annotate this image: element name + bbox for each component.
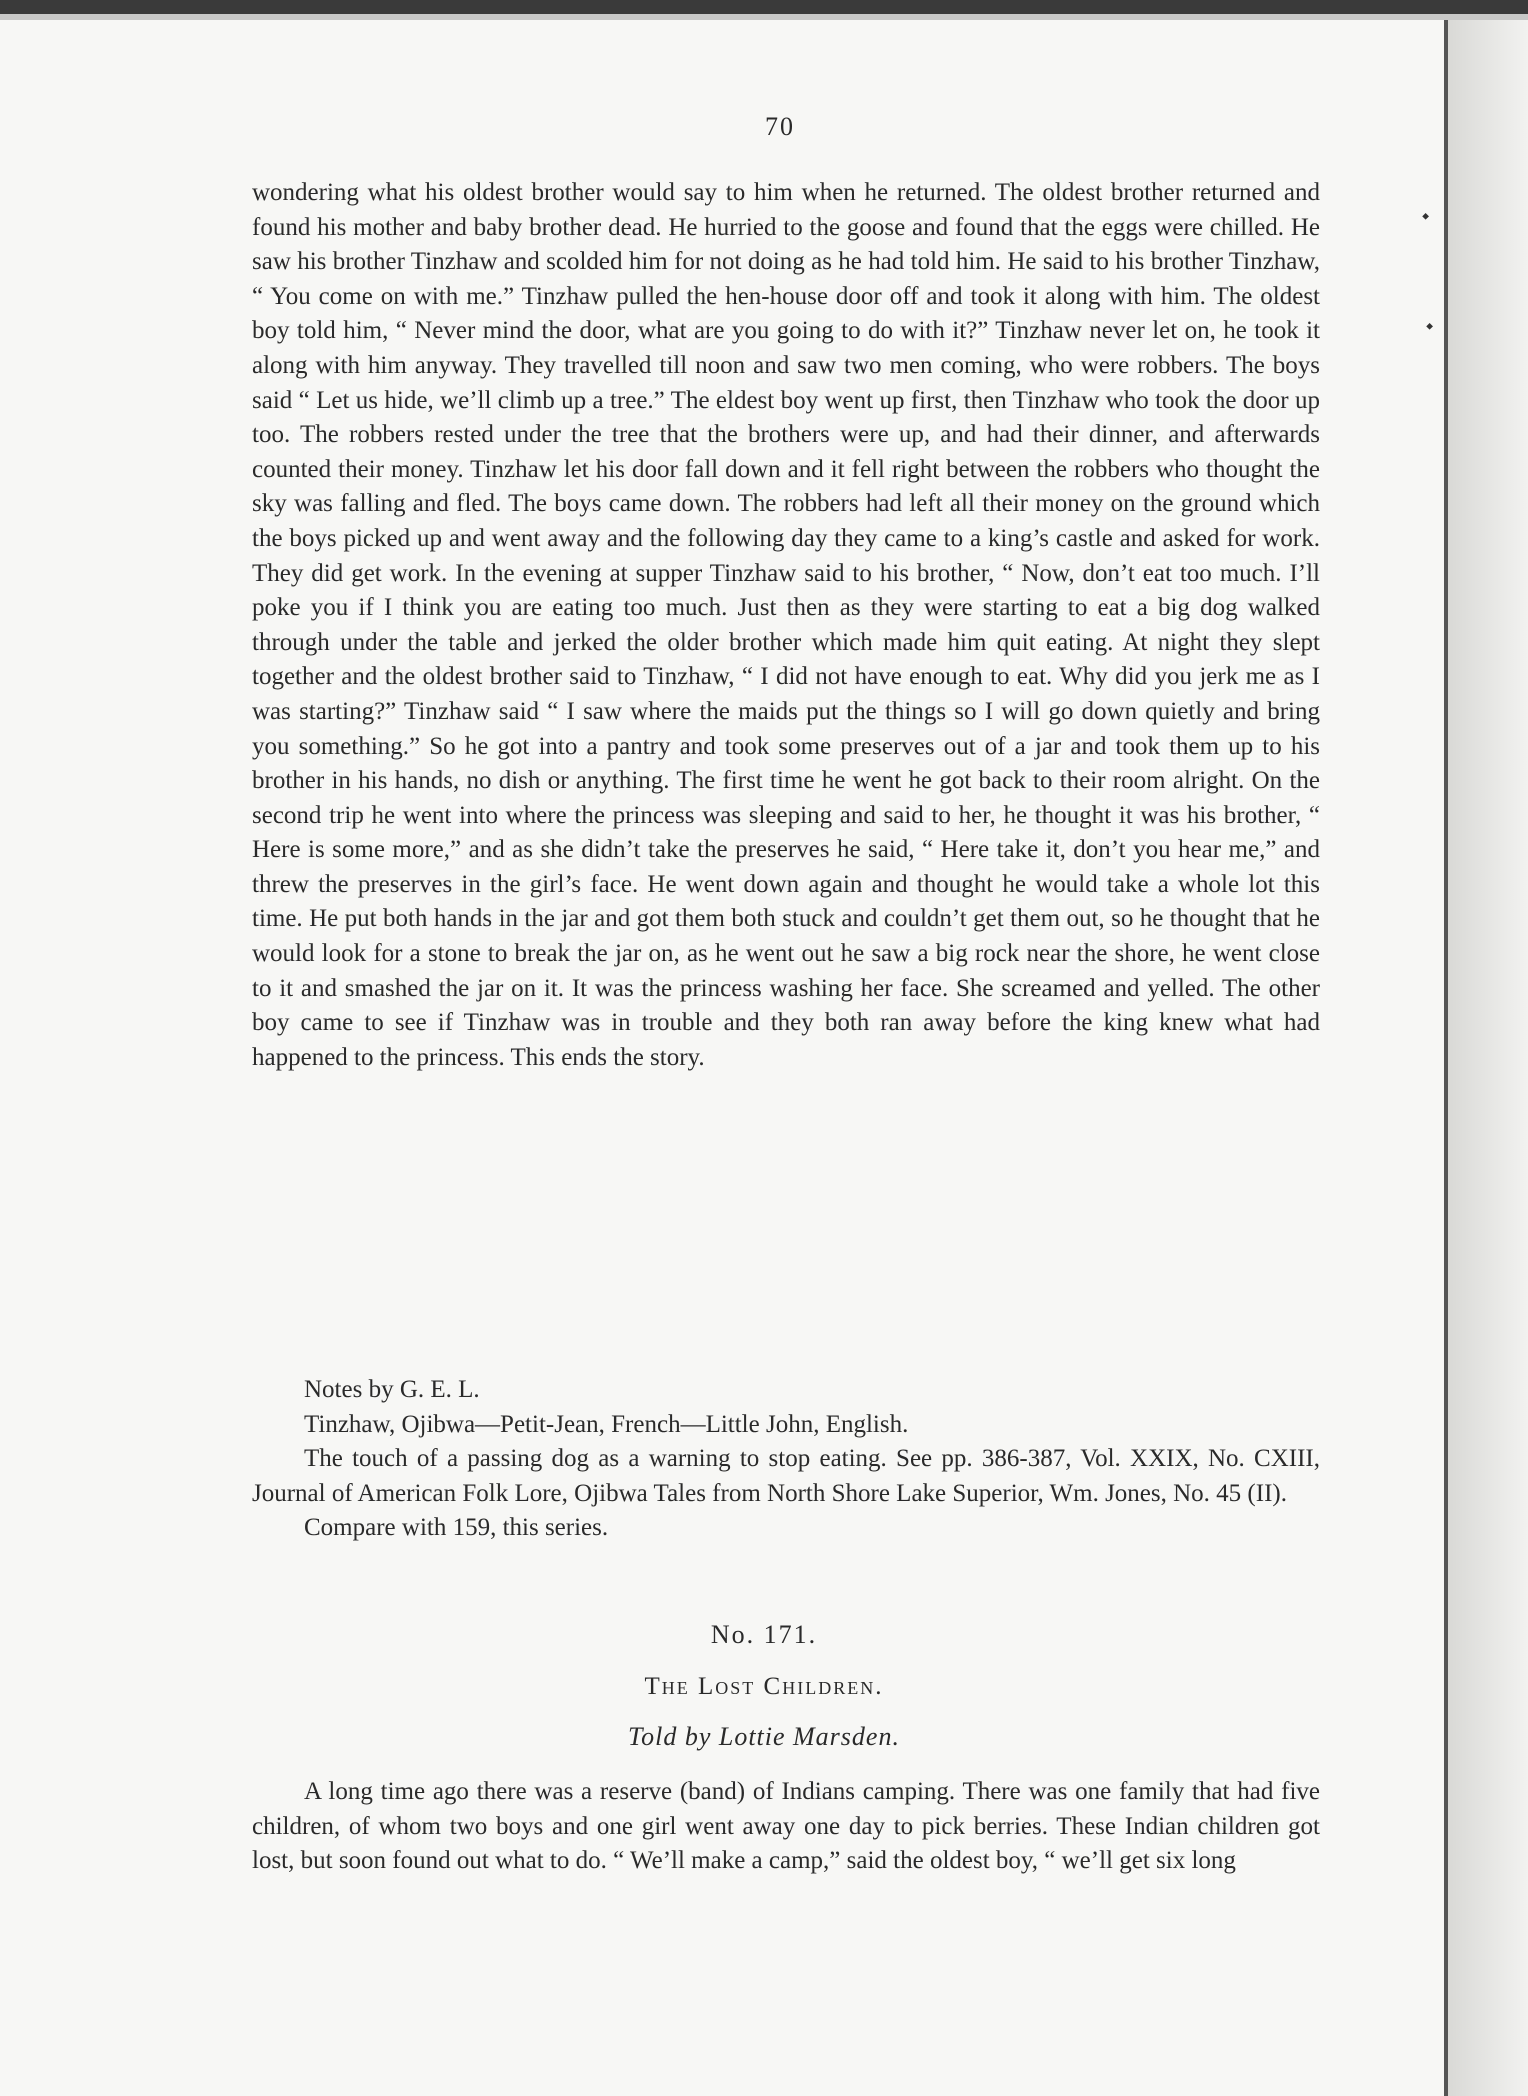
story-text-block: [252, 1775, 1320, 1879]
story-author: Told by Lottie Marsden.: [628, 1722, 900, 1751]
margin-speck: ⬩: [1426, 315, 1434, 337]
story-title: The Lost Children.: [644, 1673, 884, 1700]
notes-reference: The touch of a passing dog as a warning to stop eating. See pp. 386-387, Vol. XXIX, No. CXIII, Journal of American Folk Lore, Ojibwa Tales from North Shore Lake Superior, Wm. Jones, No. 45 (II).: [252, 1445, 1320, 1507]
body-paragraph: wondering what his oldest brother would say to him when he returned. The oldest brother returned and found his mother and baby brother dead. He hurried to the goose and found that the eggs were chilled. He saw his brother Tinzhaw and scolded him for not doing as he had told him. He said to his brother Tinzhaw, “ You come on with me.” Tinzhaw pulled the hen-house door off and took it along with him. The oldest boy told him, “ Never mind the door, what are you going to do with it?” Tinzhaw never let on, he took it along with him anyway. They travelled till noon and saw two men coming, who were robbers. The boys said “ Let us hide, we’ll climb up a tree.” The eldest boy went up first, then Tinzhaw who took the door up too. The robbers rested under the tree that the brothers were up, and had their dinner, and afterwards counted their money. Tinzhaw let his door fall down and it fell right between the robbers who thought the sky was falling and fled. The boys came down. The robbers had left all their money on the ground which the boys picked up and went away and the following day they came to a king’s castle and asked for work. They did get work. In the evening at supper Tinzhaw said to his brother, “ Now, don’t eat too much. I’ll poke you if I think you are eating too much. Just then as they were starting to eat a big dog walked through under the table and jerked the older brother which made him quit eating. At night they slept together and the oldest brother said to Tinzhaw, “ I did not have enough to eat. Why did you jerk me as I was starting?” Tinzhaw said “ I saw where the maids put the things so I will go down quietly and bring you something.” So he got into a pantry and took some preserves out of a jar and took them up to his brother in his hands, no dish or anything. The first time he went he got back to their room alright. On the second trip he went into where the princess was sleeping and said to her, he thought it was his brother, “ Here is some more,” and as she didn’t take the preserves he said, “ Here take it, don’t you hear me,” and threw the preserves in the girl’s face. He went down again and thought he would take a whole lot this time. He put both hands in the jar and got them both stuck and couldn’t get them out, so he thought that he would look for a stone to break the jar on, as he went out he saw a big rock near the shore, he went close to it and smashed the jar on it. It was the princess washing her face. She screamed and yelled. The other boy came to see if Tinzhaw was in trouble and they both ran away before the king knew what had happened to the princess. This ends the story.: [252, 179, 1320, 1071]
main-text-block: [252, 176, 1320, 1075]
book-spine-line: [1444, 20, 1448, 2096]
scan-top-shadow: [0, 14, 1528, 20]
page-number: 70: [765, 112, 795, 141]
margin-speck: ⬩: [1422, 205, 1430, 227]
story-paragraph: A long time ago there was a reserve (band) of Indians camping. There was one family that had five children, of whom two boys and one girl went away one day to pick berries. These Indian children got lost, but soon found out what to do. “ We’ll make a camp,” said the oldest boy, “ we’ll get six long: [252, 1778, 1320, 1875]
scan-top-edge: [0, 0, 1528, 14]
notes-translation: Tinzhaw, Ojibwa—Petit-Jean, French—Little John, English.: [304, 1410, 909, 1438]
notes-author: Notes by G. E. L.: [304, 1376, 480, 1403]
book-spine-shadow: [1448, 20, 1528, 2096]
notes-compare: Compare with 159, this series.: [304, 1514, 609, 1542]
notes-block: [252, 1373, 1320, 1546]
story-number: No. 171.: [710, 1620, 818, 1649]
